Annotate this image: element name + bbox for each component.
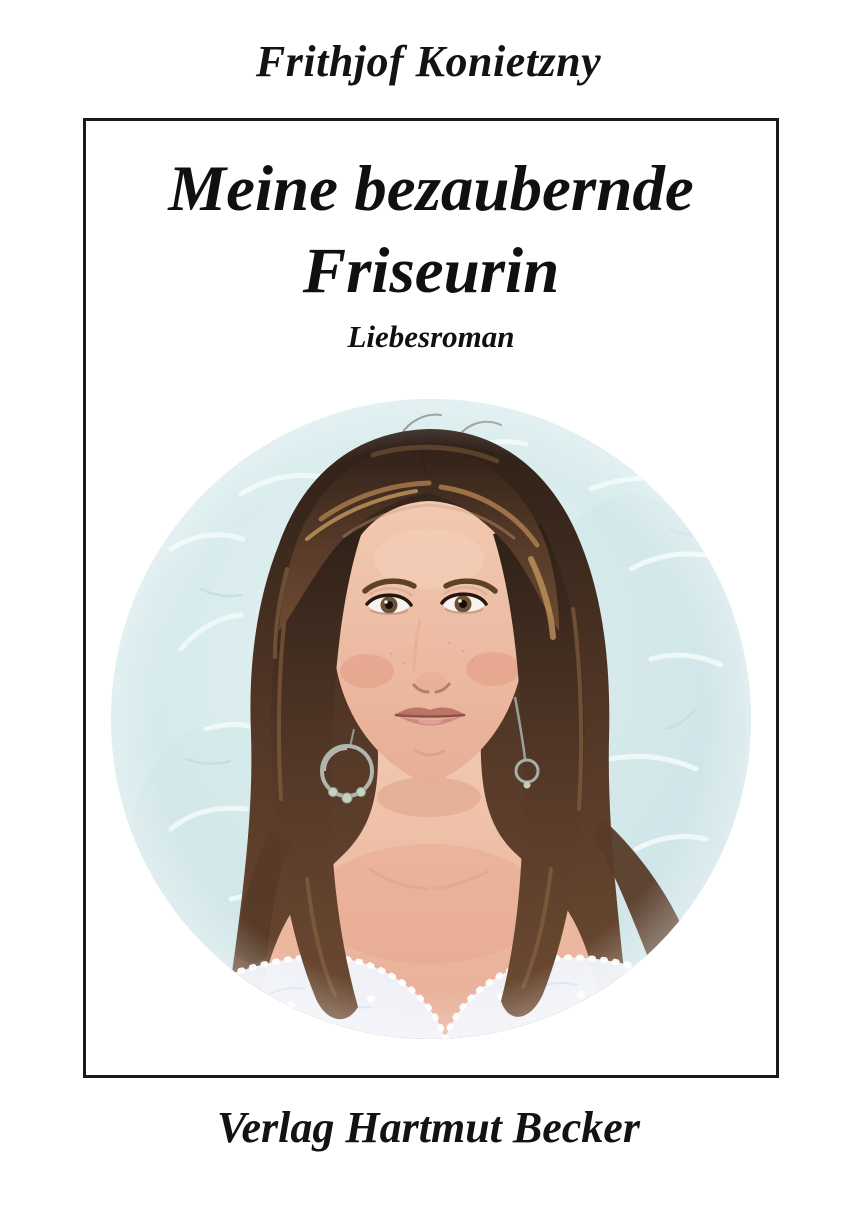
author-name: Frithjof Konietzny xyxy=(255,37,602,86)
portrait-photo xyxy=(111,399,751,1039)
book-title-line2: Friseurin xyxy=(302,234,560,307)
subtitle-genre: Liebesroman xyxy=(347,318,515,354)
title-frame xyxy=(83,118,779,1078)
publisher-name: Verlag Hartmut Becker xyxy=(217,1103,640,1152)
portrait-photo-svg xyxy=(111,399,751,1039)
book-title-line1: Meine bezaubernde xyxy=(168,153,694,225)
photo-vignette xyxy=(111,399,751,1039)
book-title xyxy=(86,149,776,313)
